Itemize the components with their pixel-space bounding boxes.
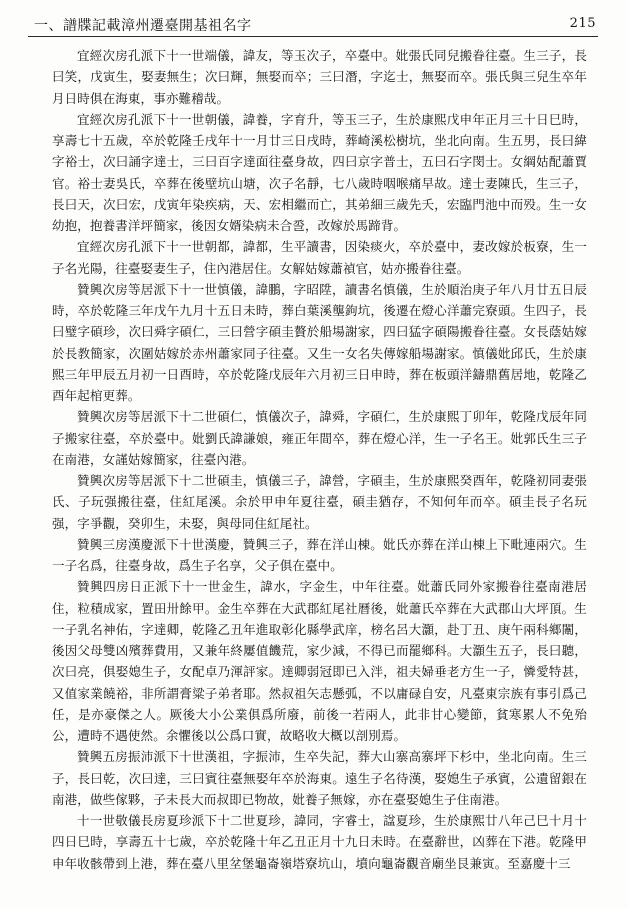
running-header bbox=[28, 12, 598, 37]
paragraph-zhenpei: 贊興五房振沛派下十世漢祖，字振沛，生卒失記，葬大山寨高寨坪下杉中，坐北向南。生三子，長曰乾，次曰達，三曰賓往臺無娶年卒於海東。遠生子名待漢，娶媳生子承賓，公遺留銀在南港，做些傢夥，子未長大而叔即已物故，妣養子無嫁，亦在臺娶媳生子住南港。 bbox=[52, 749, 587, 807]
paragraph-hanqing: 贊興三房漢慶派下十世漢慶，贊興三子，葬在洋山棟。妣氏亦葬在洋山棟上下毗連兩穴。生一子名爲，往臺身故，爲生子名享，父子俱在臺中。 bbox=[52, 536, 587, 573]
paragraph-chaodu: 宜經次房孔派下十一世朝都，諱都，生平讀書，因染痰火，卒於臺中，妻改嫁於板寮，生一子名光陽，往臺娶妻生子，住內港居住。女解姑嫁蕭禎官，姑亦搬眷往臺。 bbox=[52, 239, 587, 276]
paragraph-chaoyi: 宜經次房孔派下十一世朝儀，諱養，字育升，等玉三子，生於康熙戊申年正月三十日巳時，享壽七十五歲，卒於乾隆壬戌年十一月廿三日戌時，葬崎溪松樹坑，坐北向南。生五男，長曰緯字裕士，次曰誦字達士，三曰百字達面往臺身故，四曰京字普士，五曰石字閔士。女綱姑配蕭賈官。裕士妻吳氏，卒葬在後壁坑山塘，次子名靜，七八歲時咽喉痛早故。達士妻陳氏，生三子，長曰天，次曰宏，戊寅年染疾病，天、宏相繼而亡，其弟細三歲先夭，宏臨門池中而殁。生一女幼抱，抱養書洋坪簡家，後因女婿染病未合巹，改嫁於馬蹄背。 bbox=[52, 111, 587, 233]
page-number: 215 bbox=[569, 16, 596, 31]
paragraph-shenyi: 贊興次房等居派下十一世慎儀，諱鵬，字昭陞，讀書名慎儀，生於順治庚子年八月廿五日辰時，卒於乾隆三年戊午九月十五日未時，葬白葉溪壟鉤坑，後遷在燈心洋蕭完寮頭。生四子，長曰璧字碩珍，次曰舜字碩仁，三曰營字碩圭贅於船場謝家，四曰猛字碩陽搬眷往臺。女長蔭姑嫁於長教簡家，次圍姑嫁於赤州蕭家同子往臺。又生一女名失傳嫁船場謝家。慎儀妣邱氏，生於康熙三年甲辰五月初一日酉時，卒於乾隆戊辰年六月初三日申時，葬在板頭洋鑄鼎舊居地，乾隆乙酉年起棺更葬。 bbox=[52, 281, 587, 403]
paragraph-shuogui: 贊興次房等居派下十二世碩圭，慎儀三子，諱營，字碩圭，生於康熙癸酉年，乾隆初同妻張氏、子玩强搬往臺，住紅尾溪。余於甲申年夏往臺，碩圭猶存，不知何年而卒。碩圭長子名玩强，字爭觀，癸卯生，未娶，與母同住紅尾社。 bbox=[52, 473, 587, 531]
paragraph-duanyi: 宜經次房孔派下十一世端儀，諱友，等玉次子，卒臺中。妣張氏同兒搬眷往臺。生三子，長曰笑，戊寅生，娶妻無生；次曰輝，無娶而卒；三曰潛，字迄士，無娶而卒。張氏與三兒生卒年月日時俱在海東，事亦難稽哉。 bbox=[52, 48, 587, 106]
header-title: 一、譜牒記載漳州遷臺開基祖名字 bbox=[34, 18, 252, 34]
paragraph-jinsheng: 贊興四房日正派下十一世金生，諱水，字金生，中年往臺。妣蕭氏同外家搬眷往臺南港居住，粒積成家，置田卅餘甲。金生卒葬在大武郡紅尾社曆後，妣蕭氏卒葬在大武郡山大坪頂。生一子乳名神佑，字達卿，乾隆乙丑年進取彰化縣學武庠，榜名呂大灝，赴丁丑、庚午兩科鄉闈，後因父母雙凶殯葬費用，又兼年終屢值饑荒，家少減，不得已而罷鄉科。大灝生五子，長曰聽，次曰亮，俱娶媳生子，女配卓乃渾評家。達卿弱冠即已入泮，祖夫婦垂老方生一子，憐愛特甚，又值家業饒裕，非所謂膏粱子弟者耶。然叔祖矢志懸弧，不以庸碌自安，凡臺東宗族有事引爲己任，是亦豪傑之人。厥後大小公業俱爲所廢，前後一若兩人，此非甘心變節，貧寒累人不免殆公，遭時不遇使然。余懼後以公爲口實，故略收大概以剖別焉。 bbox=[52, 579, 587, 743]
paragraph-shuoren: 贊興次房等居派下十二世碩仁，慎儀次子，諱舜，字碩仁，生於康熙丁卯年，乾隆戊辰年同子搬家往臺，卒於臺中。妣劉氏諱謙娘，雍正年間卒，葬在燈心洋，生一子名王。妣郭氏生三子在南港，女謹姑嫁簡家，往臺內港。 bbox=[52, 409, 587, 467]
paragraph-xiazhen: 十一世敬儀長房夏珍派下十二世夏珍，諱同，字睿士，諡夏珍，生於康熙廿八年己巳十月十四日巳時，享壽五十七歲，卒於乾隆十年乙丑正月十九日未時。在臺辭世，凶葬在下港。乾隆甲申年收骸帶到上港，葬在臺八里坌堡龜崙嶺塔寮坑山，墳向龜崙觀音廟坐艮兼寅。至嘉慶十三 bbox=[52, 813, 587, 871]
body-text bbox=[52, 45, 587, 874]
